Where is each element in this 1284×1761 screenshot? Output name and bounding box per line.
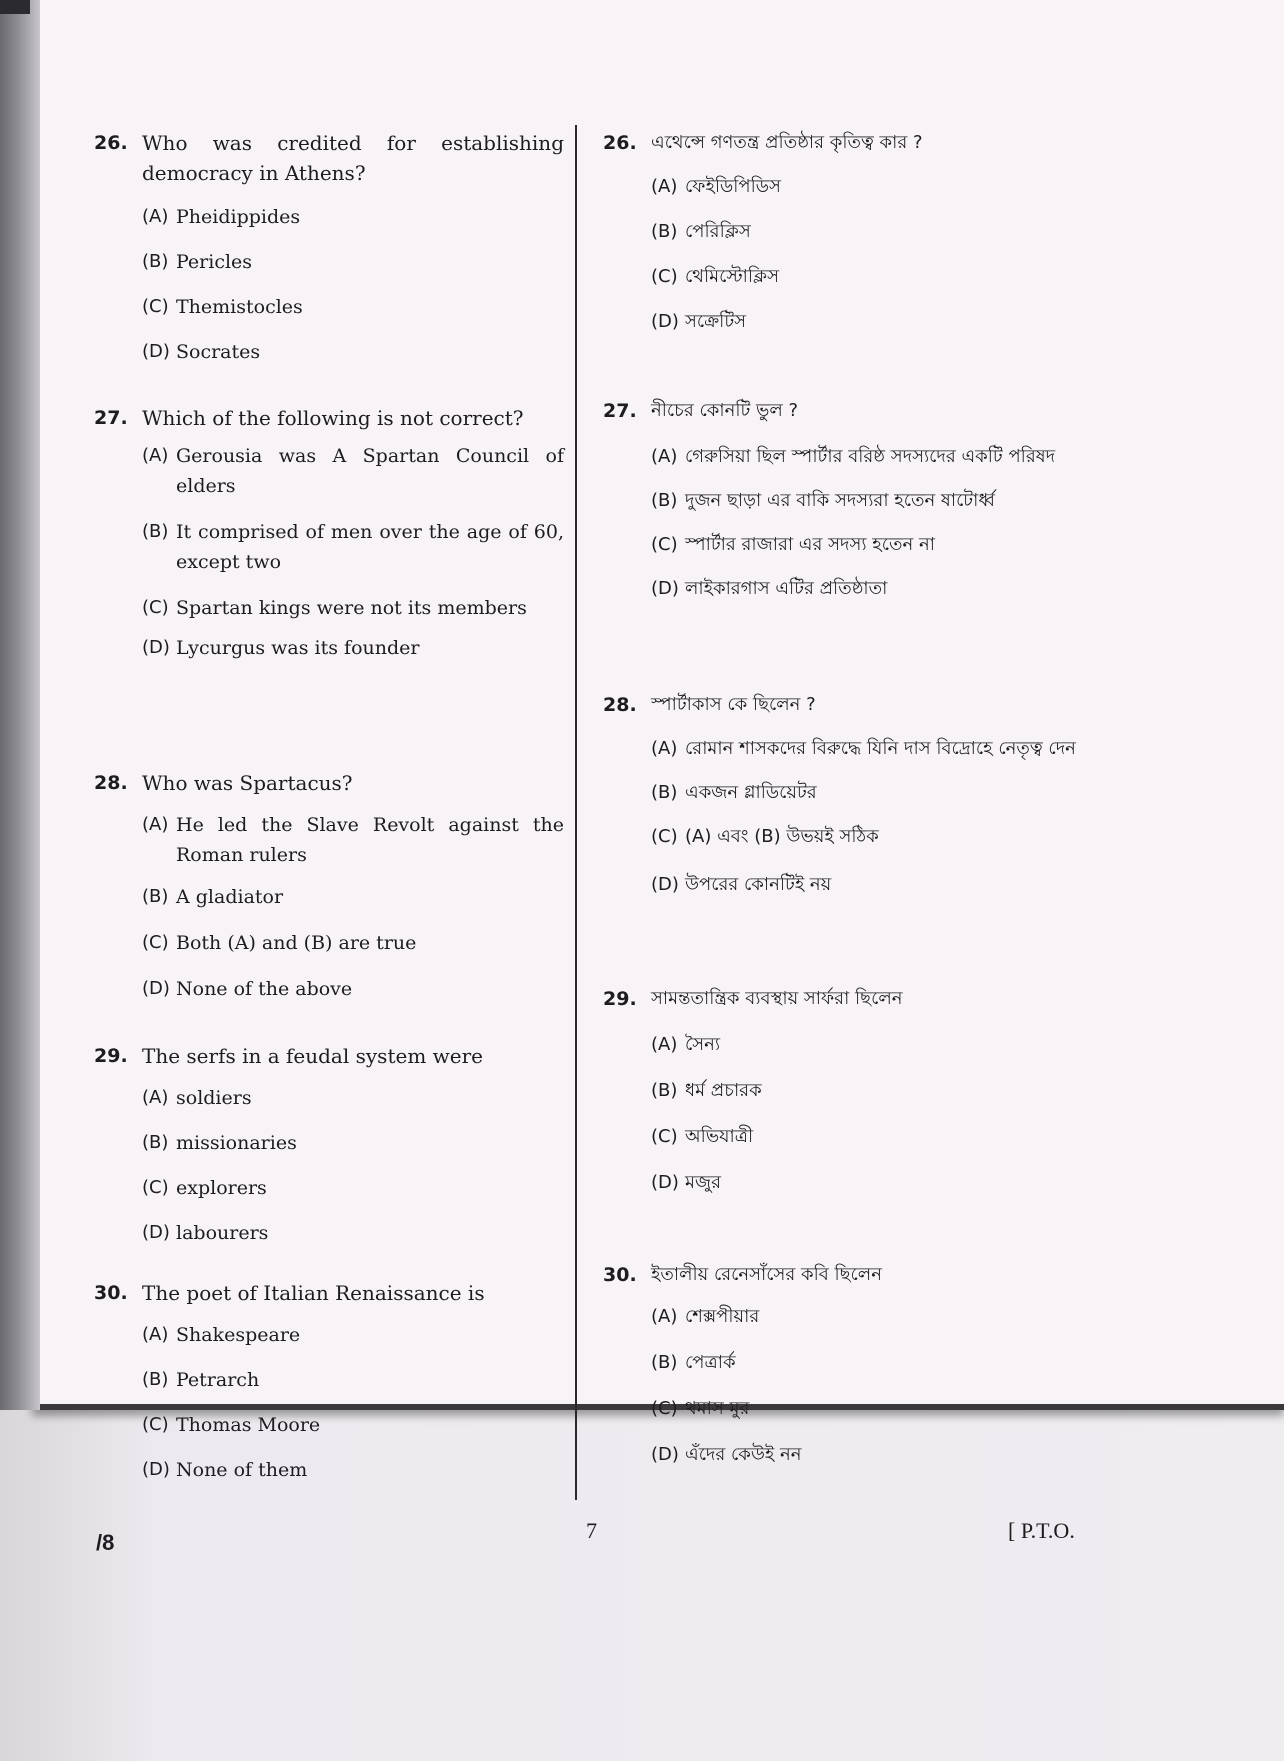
option-b bbox=[651, 486, 1103, 516]
option-letter: (B) bbox=[142, 251, 169, 272]
option-letter: (A) bbox=[142, 206, 169, 227]
question-text: নীচের কোনটি ভুল ? bbox=[651, 400, 799, 421]
question-26-en bbox=[94, 128, 564, 367]
option-text: Petrarch bbox=[176, 1369, 260, 1391]
option-text: Pericles bbox=[176, 251, 253, 273]
option-text: দুজন ছাড়া এর বাকি সদস্যরা হতেন ষাটোর্ধ্ব bbox=[685, 490, 995, 511]
option-text: ধর্ম প্রচারক bbox=[685, 1080, 762, 1101]
option-letter: (C) bbox=[142, 1414, 169, 1435]
option-letter: (A) bbox=[651, 738, 678, 759]
option-letter: (B) bbox=[651, 490, 678, 511]
question-27-bn bbox=[603, 396, 1103, 604]
option-letter: (C) bbox=[142, 932, 169, 953]
option-letter: (D) bbox=[651, 874, 679, 895]
option-c bbox=[142, 1410, 564, 1440]
option-d bbox=[142, 633, 564, 663]
option-a bbox=[142, 202, 564, 232]
question-number: 29. bbox=[94, 1045, 128, 1067]
option-b bbox=[142, 247, 564, 277]
question-number: 26. bbox=[94, 132, 128, 154]
option-text: এঁদের কেউই নন bbox=[685, 1444, 802, 1465]
option-letter: (C) bbox=[142, 296, 169, 317]
option-letter: (A) bbox=[651, 1306, 678, 1327]
question-27-en bbox=[94, 403, 564, 663]
option-text: A gladiator bbox=[176, 886, 284, 908]
option-letter: (B) bbox=[651, 221, 678, 242]
option-text: গেরুসিয়া ছিল স্পার্টার বরিষ্ঠ সদস্যদের একটি পরিষদ bbox=[685, 446, 1056, 467]
option-text: explorers bbox=[176, 1177, 267, 1199]
binding-corner bbox=[0, 0, 30, 14]
option-text: He led the Slave Revolt against the Roman rulers bbox=[176, 814, 564, 866]
option-letter: (D) bbox=[142, 1222, 170, 1243]
option-c bbox=[142, 292, 564, 322]
option-text: soldiers bbox=[176, 1087, 252, 1109]
option-letter: (D) bbox=[651, 1172, 679, 1193]
option-a bbox=[142, 1320, 564, 1350]
question-text: সামন্ততান্ত্রিক ব্যবস্থায় সার্ফরা ছিলেন bbox=[651, 988, 903, 1009]
option-text: Gerousia was A Spartan Council of elders bbox=[176, 445, 564, 497]
question-text: Which of the following is not correct? bbox=[142, 406, 524, 430]
question-text: এথেন্সে গণতন্ত্র প্রতিষ্ঠার কৃতিত্ব কার ? bbox=[651, 132, 923, 153]
option-letter: (A) bbox=[142, 814, 169, 835]
option-c bbox=[651, 530, 1103, 560]
option-text: মজুর bbox=[685, 1172, 721, 1193]
option-letter: (A) bbox=[142, 445, 169, 466]
option-text: Shakespeare bbox=[176, 1324, 301, 1346]
question-28-bn bbox=[603, 690, 1103, 900]
option-text: থেমিস্টোক্লিস bbox=[685, 266, 780, 287]
question-30-en bbox=[94, 1278, 564, 1485]
option-text: (A) এবং (B) উভয়ই সঠিক bbox=[685, 826, 879, 847]
option-a bbox=[142, 1083, 564, 1113]
question-text: Who was credited for establishing democracy in Athens? bbox=[142, 131, 564, 185]
option-d bbox=[142, 1455, 564, 1485]
option-text: থমাস মুর bbox=[685, 1398, 750, 1419]
option-text: Spartan kings were not its members bbox=[176, 597, 527, 619]
column-divider bbox=[575, 125, 577, 1500]
option-letter: (B) bbox=[651, 1080, 678, 1101]
option-letter: (D) bbox=[651, 1444, 679, 1465]
option-letter: (D) bbox=[142, 341, 170, 362]
option-text: None of the above bbox=[176, 978, 353, 1000]
option-text: None of them bbox=[176, 1459, 308, 1481]
option-text: ফেইডিপিডিস bbox=[685, 176, 781, 197]
question-number: 30. bbox=[94, 1282, 128, 1304]
option-text: পেরিক্লিস bbox=[685, 221, 751, 242]
booklet-code: /8 bbox=[96, 1530, 115, 1555]
option-letter: (B) bbox=[142, 521, 169, 542]
option-d bbox=[651, 1168, 1103, 1198]
question-30-bn bbox=[603, 1260, 1103, 1470]
option-letter: (D) bbox=[651, 578, 679, 599]
question-26-bn bbox=[603, 128, 1103, 337]
option-text: সক্রেটিস bbox=[685, 311, 747, 332]
option-c bbox=[142, 1173, 564, 1203]
question-number: 28. bbox=[603, 694, 637, 716]
option-a bbox=[651, 734, 1103, 764]
option-text: Both (A) and (B) are true bbox=[176, 932, 417, 954]
option-text: Pheidippides bbox=[176, 206, 301, 228]
option-letter: (D) bbox=[651, 311, 679, 332]
option-a bbox=[651, 1030, 1103, 1060]
option-c bbox=[142, 593, 564, 623]
option-text: Socrates bbox=[176, 341, 261, 363]
option-text: লাইকারগাস এটির প্রতিষ্ঠাতা bbox=[685, 578, 888, 599]
question-number: 27. bbox=[603, 400, 637, 422]
option-text: অভিযাত্রী bbox=[685, 1126, 754, 1147]
option-letter: (D) bbox=[142, 978, 170, 999]
question-number: 29. bbox=[603, 988, 637, 1010]
option-text: labourers bbox=[176, 1222, 269, 1244]
option-a bbox=[142, 810, 564, 870]
option-letter: (C) bbox=[651, 534, 678, 555]
option-b bbox=[651, 217, 1103, 247]
question-number: 27. bbox=[94, 407, 128, 429]
question-28-en bbox=[94, 768, 564, 1004]
option-letter: (B) bbox=[142, 1132, 169, 1153]
option-text: শেক্সপীয়ার bbox=[685, 1306, 760, 1327]
option-text: Themistocles bbox=[176, 296, 303, 318]
question-text: ইতালীয় রেনেসাঁসের কবি ছিলেন bbox=[651, 1264, 882, 1285]
option-c bbox=[651, 262, 1103, 292]
option-letter: (B) bbox=[651, 782, 678, 803]
option-letter: (A) bbox=[142, 1087, 169, 1108]
option-c bbox=[651, 822, 1103, 852]
question-29-bn bbox=[603, 984, 1103, 1198]
option-b bbox=[651, 1076, 1103, 1106]
option-d bbox=[142, 1218, 564, 1248]
option-c bbox=[142, 928, 564, 958]
option-letter: (D) bbox=[142, 637, 170, 658]
question-text: The poet of Italian Renaissance is bbox=[142, 1281, 485, 1305]
question-text: Who was Spartacus? bbox=[142, 771, 353, 795]
option-letter: (C) bbox=[142, 597, 169, 618]
question-number: 26. bbox=[603, 132, 637, 154]
option-letter: (D) bbox=[142, 1459, 170, 1480]
option-b bbox=[142, 1365, 564, 1395]
question-29-en bbox=[94, 1041, 564, 1248]
option-a bbox=[651, 172, 1103, 202]
page-binding-edge bbox=[0, 0, 40, 1410]
option-b bbox=[651, 778, 1103, 808]
question-number: 28. bbox=[94, 772, 128, 794]
please-turn-over: [ P.T.O. bbox=[1008, 1518, 1075, 1543]
option-text: Thomas Moore bbox=[176, 1414, 321, 1436]
option-letter: (A) bbox=[142, 1324, 169, 1345]
option-d bbox=[651, 574, 1103, 604]
option-text: স্পার্টার রাজারা এর সদস্য হতেন না bbox=[685, 534, 935, 555]
option-a bbox=[142, 441, 564, 501]
option-text: missionaries bbox=[176, 1132, 297, 1154]
option-text: একজন গ্লাডিয়েটর bbox=[685, 782, 817, 803]
option-a bbox=[651, 1302, 1103, 1332]
option-b bbox=[651, 1348, 1103, 1378]
option-letter: (C) bbox=[142, 1177, 169, 1198]
option-text: Lycurgus was its founder bbox=[176, 637, 420, 659]
option-letter: (B) bbox=[651, 1352, 678, 1373]
option-a bbox=[651, 442, 1103, 472]
option-letter: (B) bbox=[142, 886, 169, 907]
option-letter: (C) bbox=[651, 826, 678, 847]
option-d bbox=[142, 337, 564, 367]
page-number: 7 bbox=[586, 1518, 597, 1543]
question-number: 30. bbox=[603, 1264, 637, 1286]
option-b bbox=[142, 517, 564, 577]
option-d bbox=[142, 974, 564, 1004]
question-text: The serfs in a feudal system were bbox=[142, 1044, 483, 1068]
option-text: সৈন্য bbox=[685, 1034, 721, 1055]
option-d bbox=[651, 1440, 1103, 1470]
option-b bbox=[142, 1128, 564, 1158]
option-letter: (A) bbox=[651, 1034, 678, 1055]
option-c bbox=[651, 1394, 1103, 1424]
option-letter: (C) bbox=[651, 1398, 678, 1419]
option-c bbox=[651, 1122, 1103, 1152]
option-letter: (C) bbox=[651, 1126, 678, 1147]
option-text: রোমান শাসকদের বিরুদ্ধে যিনি দাস বিদ্রোহে নেতৃত্ব দেন bbox=[685, 738, 1076, 759]
option-text: It comprised of men over the age of 60, except two bbox=[176, 521, 564, 573]
option-letter: (A) bbox=[651, 176, 678, 197]
option-letter: (C) bbox=[651, 266, 678, 287]
option-letter: (A) bbox=[651, 446, 678, 467]
option-text: পেত্রার্ক bbox=[685, 1352, 736, 1373]
option-b bbox=[142, 882, 564, 912]
question-text: স্পার্টাকাস কে ছিলেন ? bbox=[651, 694, 816, 715]
option-d bbox=[651, 307, 1103, 337]
option-d bbox=[651, 870, 1103, 900]
option-text: উপরের কোনটিই নয় bbox=[685, 874, 832, 895]
option-letter: (B) bbox=[142, 1369, 169, 1390]
